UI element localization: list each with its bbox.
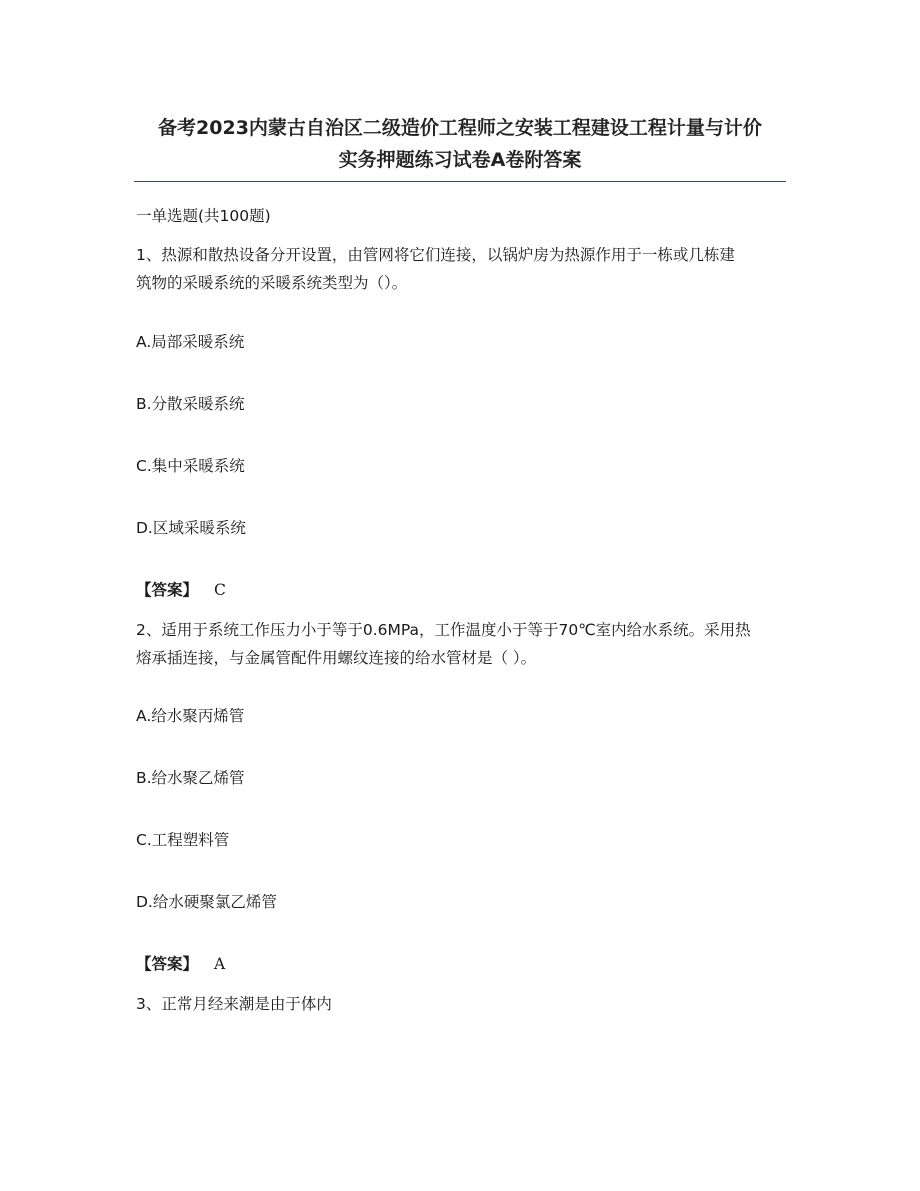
answer-label: 【答案】 (136, 581, 199, 599)
question-1-option-d: D.区域采暖系统 (136, 519, 246, 537)
answer-label: 【答案】 (136, 955, 199, 973)
question-1-answer (136, 577, 786, 604)
question-2-option-d: D.给水硬聚氯乙烯管 (136, 893, 277, 911)
question-3-text-line-1: 3、正常月经来潮是由于体内 (136, 995, 332, 1013)
question-2-text-line-2: 熔承插连接，与金属管配件用螺纹连接的给水管材是（ ）。 (136, 649, 537, 667)
question-1-option-b: B.分散采暖系统 (136, 395, 245, 413)
question-2-option-c: C.工程塑料管 (136, 831, 230, 849)
answer-value: C (214, 581, 226, 599)
document-title-line-1: 备考2023内蒙古自治区二级造价工程师之安装工程建设工程计量与计价 (158, 117, 762, 139)
question-1-text-line-1: 1、热源和散热设备分开设置，由管网将它们连接，以锅炉房为热源作用于一栋或几栋建 (136, 246, 735, 264)
question-1-option-c: C.集中采暖系统 (136, 457, 245, 475)
question-1-option-a: A.局部采暖系统 (136, 333, 245, 351)
question-2-text-line-1: 2、适用于系统工作压力小于等于0.6MPa，工作温度小于等于70℃室内给水系统。采用热 (136, 621, 751, 639)
question-1-text-line-2: 筑物的采暖系统的采暖系统类型为（）。 (136, 274, 408, 292)
document-title (132, 112, 788, 176)
answer-value: A (214, 955, 226, 973)
question-2-option-b: B.给水聚乙烯管 (136, 769, 245, 787)
document-title-line-2: 实务押题练习试卷A卷附答案 (338, 149, 582, 171)
title-divider (134, 181, 786, 182)
section-heading: 一单选题(共100题) (136, 207, 271, 225)
question-2-option-a: A.给水聚丙烯管 (136, 707, 245, 725)
question-2-answer (136, 951, 786, 978)
